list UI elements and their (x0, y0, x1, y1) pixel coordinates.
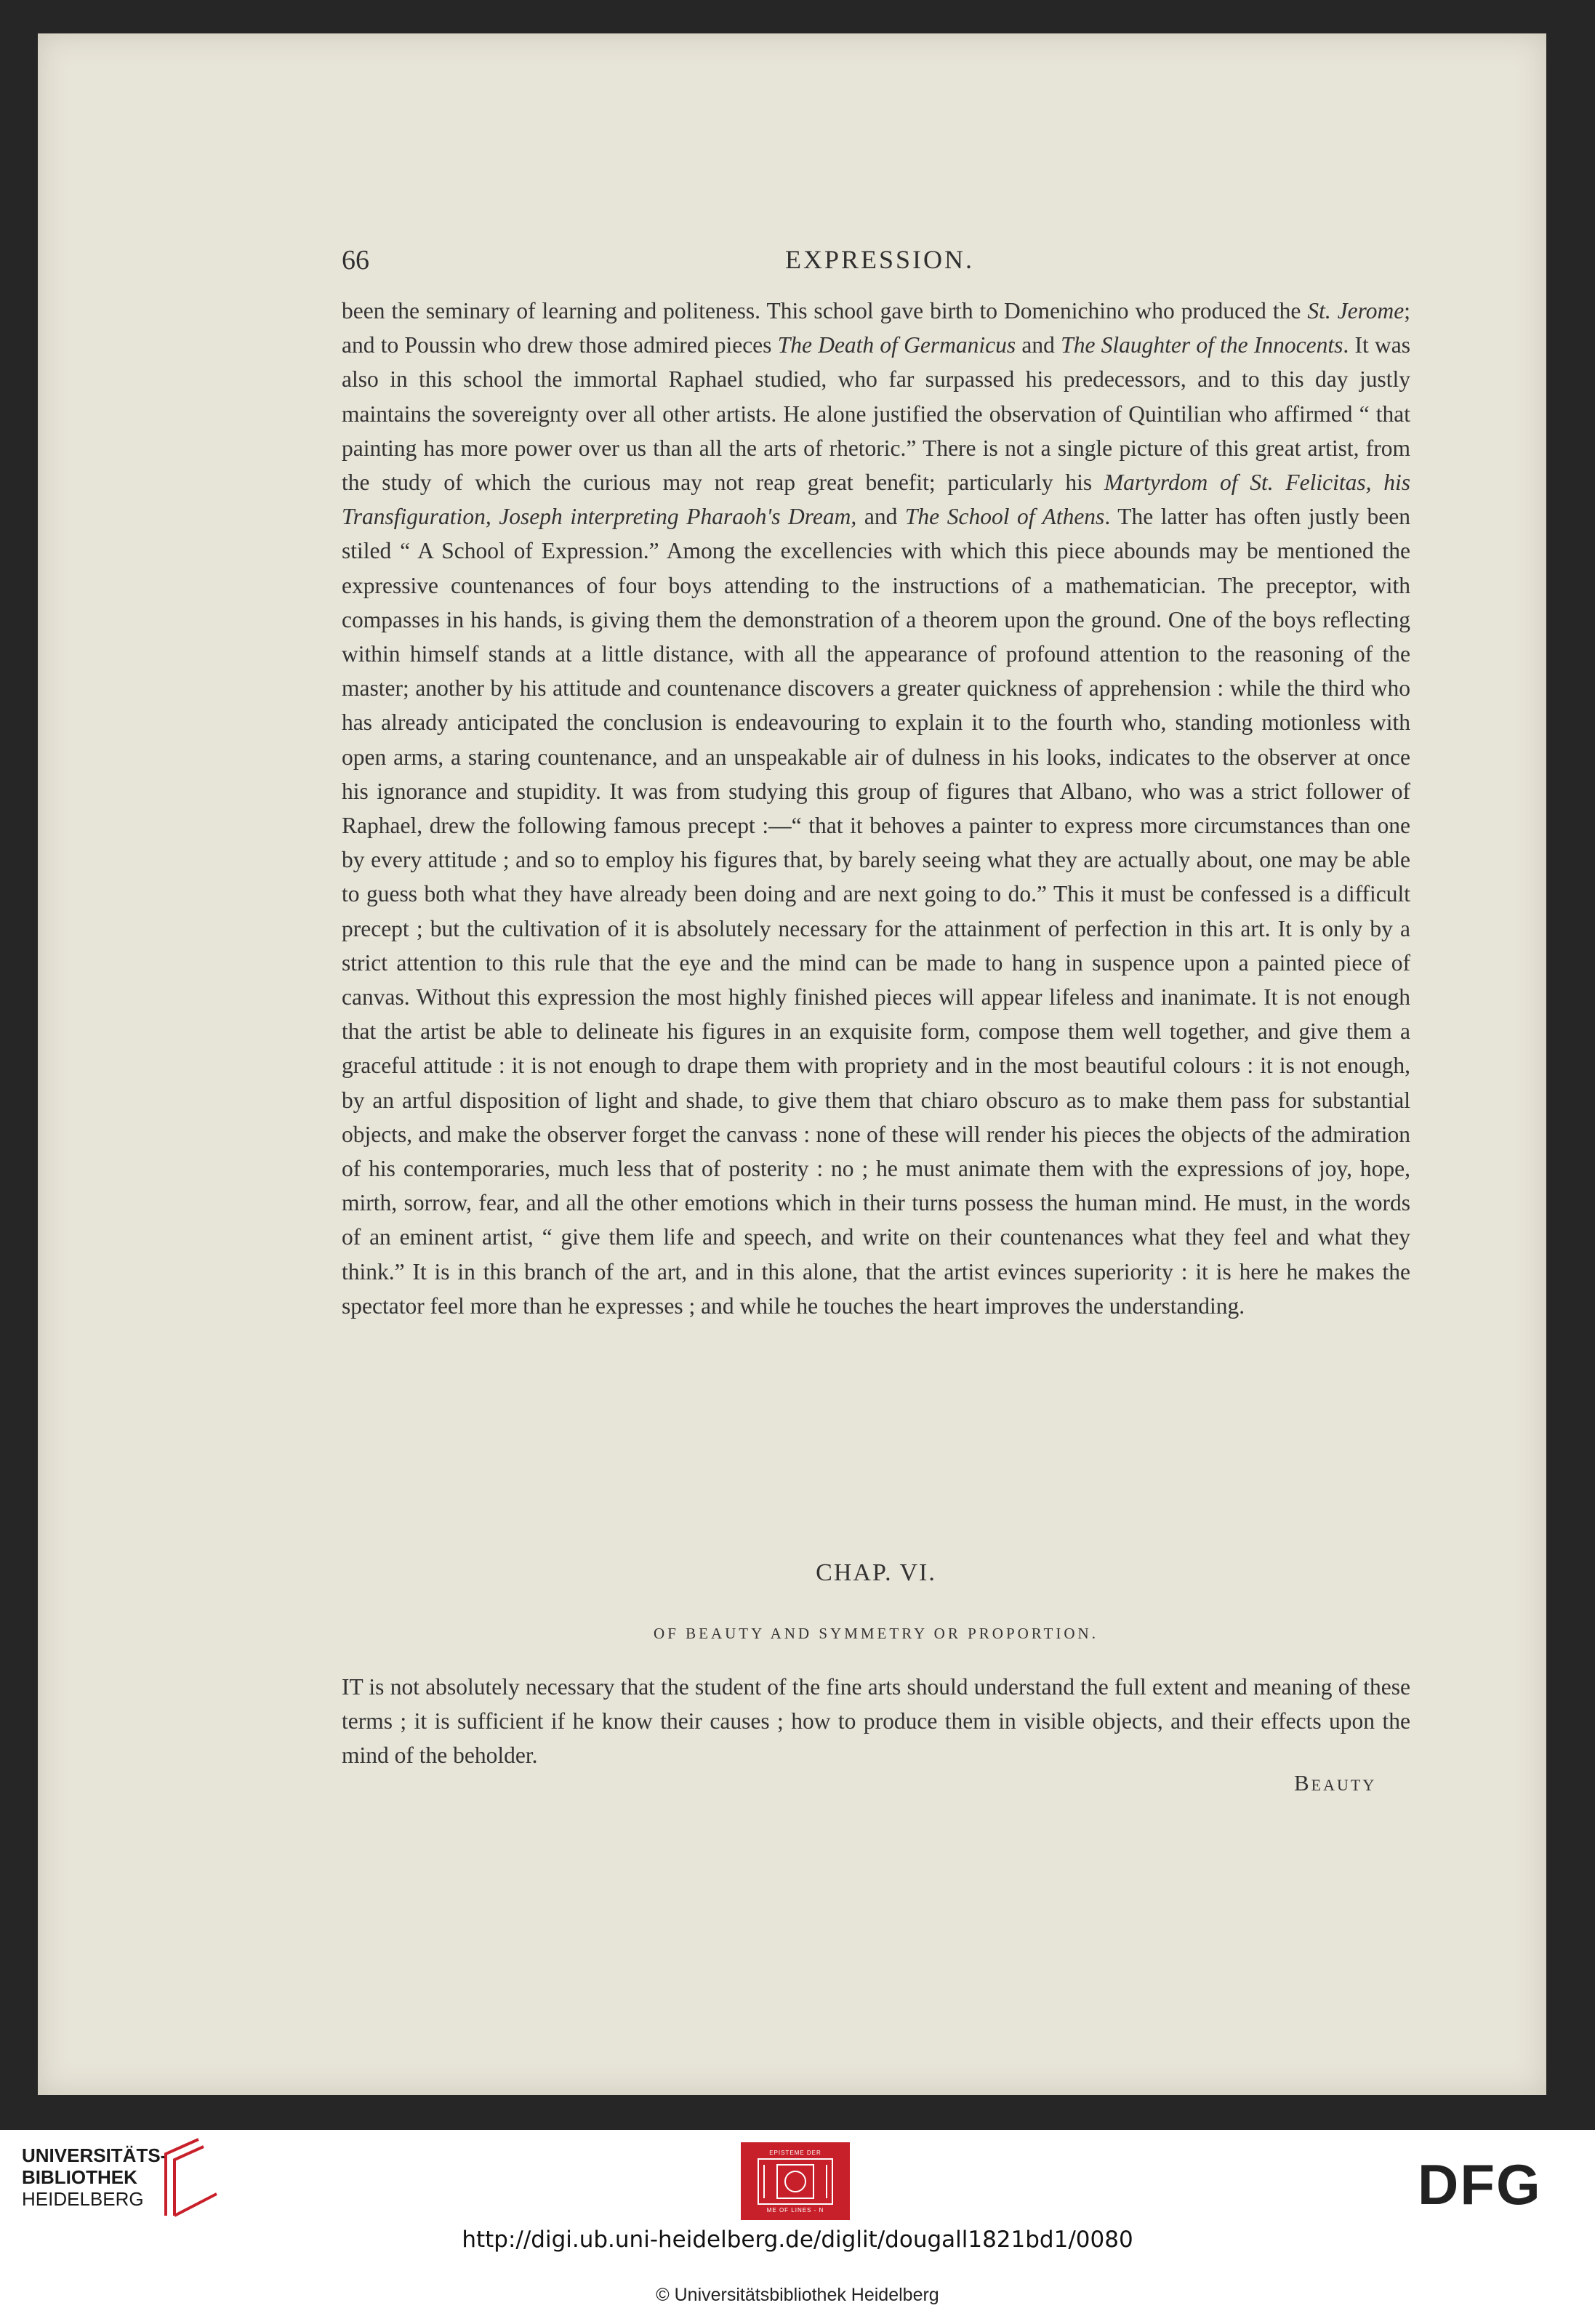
running-head: EXPRESSION. (785, 245, 975, 274)
ub-mark-icon (158, 2136, 224, 2223)
catchword: Beauty (1294, 1770, 1377, 1796)
page-number: 66 (342, 245, 369, 276)
italic-title: Martyrdom of St. Felicitas, his Transfiguration, Joseph interpreting Pharaoh's Dream, (342, 470, 1410, 530)
chapter-subtitle: OF BEAUTY AND SYMMETRY OR PROPORTION. (654, 1625, 1098, 1642)
episteme-logo-bottom: ME OF LINES - N (766, 2206, 824, 2214)
text-run: and (1016, 332, 1061, 358)
text-run: been the seminary of learning and politeness. This school gave birth to Domenichino who produced the (342, 298, 1308, 323)
text-run: and (856, 504, 905, 530)
body-paragraph (342, 294, 1410, 1323)
episteme-figure-icon (755, 2156, 835, 2207)
library-name-line2: BIBLIOTHEK (22, 2166, 137, 2188)
text-run: . The latter has often justly been stiled “ A School of Expression.” Among the excellencies with which this piece abounds may be mentioned the expressive countenances of four boys attending to the instructions of a mathematician. The preceptor, with compasses in his hands, is giving them the demonstration of a theorem upon the ground. One of the boys reflecting within himself stands at a little distance, with all the appearance of profound attention to the reasoning of the master; another by his attitude and countenance discovers a greater quickness of apprehension : while the third who has already anticipated the conclusion is endeavouring to explain it to the fourth who, standing motionless with open arms, a staring countenance, and an unspeakable air of dulness in his looks, indicates to the observer at once his ignorance and stupidity. It was from studying this group of figures that Albano, who was a strict follower of Raphael, drew the following famous precept :—“ that it behoves a painter to express more circumstances than one by every attitude ; and so to employ his figures that, by barely seeing what they are actually about, one may be able to guess both what they have already been doing and are next going to do.” This it must be confessed is a difficult precept ; but the cultivation of it is absolutely necessary for the attainment of perfection in this art. It is only by a strict attention to this rule that the eye and the mind can be made to hang in suspence upon a painted piece of canvas. Without this expression the most highly finished pieces will appear lifeless and inanimate. It is not enough that the artist be able to delineate his figures in an exquisite form, compose them well together, and give them a graceful attitude : it is not enough to drape them with propriety and in the most beautiful colours : it is not enough, by an artful disposition of light and shade, to give them that chiaro obscuro as to make them pass for substantial objects, and make the observer forget the canvass : none of these will render his pieces the objects of the admiration of his contemporaries, much less that of posterity : no ; he must animate them with the expressions of joy, hope, mirth, sorrow, fear, and all the other emotions which in their turns possess the human mind. He must, in the words of an eminent artist, “ give them life and speech, and write on their countenances what they feel and what they think.” It is in this branch of the art, and in this alone, that the artist evinces superiority : it is here he makes the spectator feel more than he expresses ; and while he touches the heart improves the understanding. (342, 504, 1410, 1319)
chapter-text: IT is not absolutely necessary that the student of the fine arts should understand the full extent and meaning of these terms ; it is sufficient if he know their causes ; how to produce them in visible objects, and their effects upon the mind of the beholder. (342, 1674, 1410, 1768)
library-name-line1: UNIVERSITÄTS- (22, 2144, 167, 2166)
copyright-notice: © Universitätsbibliothek Heidelberg (656, 2285, 939, 2305)
italic-title: The Slaughter of the Innocents (1061, 332, 1343, 358)
ub-heidelberg-logo-icon[interactable] (22, 2144, 166, 2210)
episteme-logo-top: EPISTEME DER (769, 2149, 821, 2156)
episteme-logo-icon[interactable] (741, 2142, 850, 2220)
library-name-line3: HEIDELBERG (22, 2188, 144, 2210)
chapter-heading: CHAP. VI. (816, 1559, 936, 1586)
dfg-logo-icon[interactable]: DFG (1418, 2152, 1542, 2216)
italic-title: The School of Athens (904, 504, 1105, 530)
body-text (342, 294, 1410, 1323)
italic-title: The Death of Germanicus (777, 332, 1016, 358)
italic-title: St. Jerome (1307, 298, 1405, 323)
text-run: ; and to Poussin who drew those admired pieces (342, 298, 1410, 358)
text-run: . It was also in this school the immortal Raphael studied, who far surpassed his predecessors, and to this day justly maintains the sovereignty over all other artists. He alone justified the observation of Quintilian who affirmed “ that painting has more power over us than all the arts of rhetoric.” There is not a single picture of this great artist, from the study of which the curious may not reap great benefit; particularly his (342, 332, 1411, 496)
permalink-url[interactable]: http://digi.ub.uni-heidelberg.de/diglit/dougall1821bd1/0080 (462, 2227, 1133, 2253)
